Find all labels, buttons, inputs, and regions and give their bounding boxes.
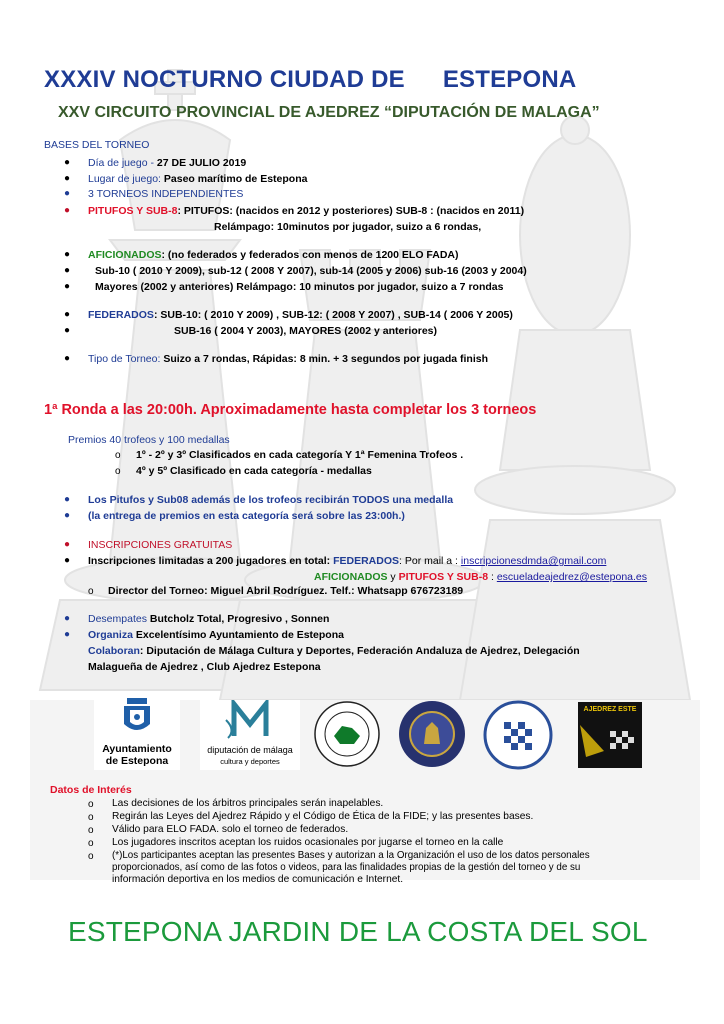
inscripciones-heading: INSCRIPCIONES GRATUITAS <box>88 539 233 551</box>
datos-item: información deportiva en los medios de comunicación e Internet. <box>112 874 404 885</box>
datos-item: (*)Los participantes aceptan las presentes Bases y autorizan a la Organización el uso de los datos personales <box>112 850 590 861</box>
circle-bullet-icon: o <box>115 466 121 477</box>
inscripciones-aficionados-line <box>314 571 647 583</box>
inscripciones-federados: FEDERADOS <box>333 555 400 567</box>
aficionados-categories: Sub-10 ( 2010 Y 2009), sub-12 ( 2008 Y 2007), sub-14 (2005 y 2006) sub-16 (2003 y 2004) <box>95 265 527 277</box>
lugar-label: Lugar de juego: <box>88 173 164 185</box>
ronda-heading: 1ª Ronda a las 20:00h. Aproximadamente hasta completar los 3 torneos <box>44 402 537 418</box>
ayuntamiento-line2: de Estepona <box>105 755 169 767</box>
federados-text-2: SUB-16 ( 2004 Y 2003), MAYORES (2002 y anteriores) <box>174 325 438 337</box>
desempates-value: Butcholz Total, Progresivo , Sonnen <box>146 613 330 625</box>
title-city: ESTEPONA <box>442 66 577 93</box>
dia-line <box>88 157 246 169</box>
bullet-icon: ● <box>64 539 71 550</box>
circle-bullet-icon: o <box>88 812 94 823</box>
bullet-icon: ● <box>64 309 71 320</box>
federados-line <box>88 309 513 321</box>
lugar-value: Paseo marítimo de Estepona <box>163 173 308 185</box>
diputacion-m-icon <box>200 700 300 740</box>
circle-bullet-icon: o <box>88 799 94 810</box>
colaboran-line-2: Malagueña de Ajedrez , Club Ajedrez Estepona <box>88 661 321 673</box>
desempates-label: Desempates <box>88 613 147 625</box>
bullet-icon: ● <box>64 613 71 624</box>
colaboran-label: Colaboran <box>88 645 140 657</box>
escuela-seal-icon <box>478 700 558 770</box>
email-federados-link[interactable]: inscripcionesdmda@gmail.com <box>460 555 607 567</box>
club-logo-text: AJEDREZ ESTE <box>583 706 637 713</box>
bullet-icon: ● <box>64 265 71 276</box>
circle-bullet-icon: o <box>88 825 94 836</box>
ayuntamiento-crest-icon <box>94 694 180 738</box>
insc-colon: : <box>488 571 497 583</box>
bullet-icon: ● <box>64 173 71 184</box>
aficionados-mayores: Mayores (2002 y anteriores) Relámpago: 10 minutos por jugador, suizo a 7 rondas <box>95 281 504 293</box>
bullet-icon: ● <box>64 629 71 640</box>
organiza-label: Organiza <box>88 629 133 641</box>
pitufos-relampago: Relámpago: 10minutos por jugador, suizo a 6 rondas, <box>214 221 482 233</box>
tipo-line <box>88 353 488 365</box>
email-escuela-link[interactable]: escueladeajedrez@estepona.es <box>496 571 648 583</box>
colaboran-value: : Diputación de Málaga Cultura y Deportes, Federación Andaluza de Ajedrez, Delegación <box>139 645 580 657</box>
pitufos-label: PITUFOS Y SUB-8 <box>88 205 178 217</box>
bullet-icon: ● <box>64 157 71 168</box>
aficionados-label: AFICIONADOS <box>88 249 162 261</box>
footer-slogan: ESTEPONA JARDIN DE LA COSTA DEL SOL <box>68 916 648 947</box>
diputacion-line1: diputación de málaga <box>207 745 293 755</box>
dia-label: Día de juego - <box>88 157 154 169</box>
colaboran-line <box>88 645 580 657</box>
tipo-label: Tipo de Torneo: <box>88 353 164 365</box>
dia-value: 27 DE JULIO 2019 <box>153 157 247 169</box>
organiza-value: Excelentísimo Ayuntamiento de Estepona <box>132 629 344 641</box>
bullet-icon: ● <box>64 325 71 336</box>
desempates-line <box>88 613 329 625</box>
circle-bullet-icon: o <box>88 838 94 849</box>
bullet-icon: ● <box>64 510 71 521</box>
page-title <box>44 66 576 94</box>
tres-torneos: 3 TORNEOS INDEPENDIENTES <box>88 188 244 200</box>
circle-bullet-icon: o <box>88 851 94 862</box>
aficionados-line <box>88 249 458 261</box>
federados-label: FEDERADOS <box>88 309 154 321</box>
datos-item: Regirán las Leyes del Ajedrez Rápido y el Código de Ética de la FIDE; y las presentes bases. <box>112 811 534 822</box>
insc-pitufos: PITUFOS Y SUB-8 <box>398 571 489 583</box>
federacion-seal-icon <box>312 698 382 770</box>
entrega-premios: (la entrega de premios en esta categoría será sobre las 23:00h.) <box>88 510 405 522</box>
pitufos-text: : PITUFOS: (nacidos en 2012 y posteriores) SUB-8 : (nacidos en 2011) <box>177 205 525 217</box>
club-chess-board-icon <box>578 713 642 763</box>
premio-2: 4º y 5º Clasificado en cada categoría - medallas <box>136 465 372 477</box>
datos-item: Los jugadores inscritos aceptan los ruidos ocasionales por jugarse el torneo en la calle <box>112 837 504 848</box>
bullet-icon: ● <box>64 555 71 566</box>
datos-item: proporcionados, así como de las fotos o videos, para las finalidades propias de la gestión del torneo y de su <box>112 862 581 873</box>
pitufos-line <box>88 205 524 217</box>
insc-aficionados: AFICIONADOS <box>314 571 388 583</box>
insc-y: y <box>387 571 399 583</box>
circle-bullet-icon: o <box>88 586 94 597</box>
lugar-line <box>88 173 307 185</box>
ayuntamiento-line1: Ayuntamiento <box>102 743 172 755</box>
bullet-icon: ● <box>64 249 71 260</box>
title-main: XXXIV NOCTURNO CIUDAD DE <box>44 66 405 93</box>
pitufos-medalla: Los Pitufos y Sub08 además de los trofeos recibirán TODOS una medalla <box>88 494 454 506</box>
premio-1: 1º - 2º y 3º Clasificados en cada categoría Y 1ª Femenina Trofeos . <box>136 449 464 461</box>
diputacion-line2: cultura y deportes <box>220 757 280 766</box>
delegacion-seal-icon <box>396 698 468 770</box>
federacion-andaluza-logo <box>312 698 382 770</box>
federados-text: : SUB-10: ( 2010 Y 2009) , SUB-12: ( 2008 Y 2007) , SUB-14 ( 2006 Y 2005) <box>153 309 513 321</box>
club-ajedrez-estepona-logo <box>578 702 642 768</box>
bullet-icon: ● <box>64 188 71 199</box>
datos-item: Válido para ELO FADA. solo el torneo de federados. <box>112 824 349 835</box>
bullet-icon: ● <box>64 281 71 292</box>
inscripciones-text: Inscripciones limitadas a 200 jugadores en total: <box>88 555 334 567</box>
ayuntamiento-logo <box>94 694 180 770</box>
circle-bullet-icon: o <box>115 450 121 461</box>
inscripciones-line <box>88 555 606 567</box>
datos-heading: Datos de Interés <box>50 784 132 796</box>
diputacion-logo <box>200 700 300 770</box>
datos-item: Las decisiones de los árbitros principales serán inapelables. <box>112 798 384 809</box>
delegacion-malaguena-logo <box>396 698 468 770</box>
bullet-icon: ● <box>64 205 71 216</box>
bullet-icon: ● <box>64 353 71 364</box>
escuela-municipal-logo <box>478 700 558 770</box>
aficionados-text: : (no federados y federados con menos de 1200 ELO FADA) <box>161 249 459 261</box>
director-line: Director del Torneo: Miguel Abril Rodríguez. Telf.: Whatsapp 676723189 <box>108 585 464 597</box>
bases-heading: BASES DEL TORNEO <box>44 139 150 151</box>
organiza-line <box>88 629 344 641</box>
page-subtitle: XXV CIRCUITO PROVINCIAL DE AJEDREZ “DIPUTACIÓN DE MALAGA” <box>58 104 600 121</box>
premios-heading: Premios 40 trofeos y 100 medallas <box>68 434 230 446</box>
inscripciones-mail-label: : Por mail a : <box>399 555 461 567</box>
tipo-value: Suizo a 7 rondas, Rápidas: 8 min. + 3 segundos por jugada finish <box>163 353 488 365</box>
bullet-icon: ● <box>64 494 71 505</box>
